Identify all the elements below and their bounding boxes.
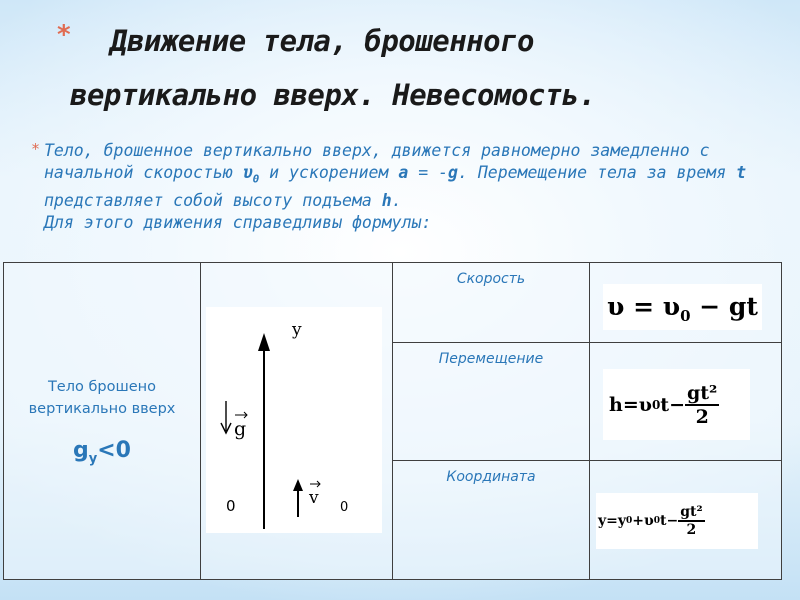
body-text-1: Тело, брошенное вертикально вверх, движется равномерно замедленно с начальной скоростью: [44, 141, 710, 182]
displacement-t: t: [660, 393, 670, 416]
coordinate-minus: −: [666, 513, 679, 529]
body-g: g: [448, 163, 458, 182]
body-u: υ: [242, 163, 253, 182]
velocity-arrow-icon: [293, 479, 303, 491]
velocity-minus: −: [690, 292, 729, 321]
description-cell: [4, 263, 201, 580]
velocity-v0-sub: 0: [680, 307, 691, 325]
motion-diagram: [206, 307, 382, 533]
row-label-velocity: Скорость: [456, 271, 526, 287]
motion-diagram-svg: [206, 307, 382, 533]
gy-base: g: [73, 437, 89, 463]
origin-label-right: 0: [340, 500, 349, 515]
gy-sub: y: [88, 451, 98, 467]
displacement-v0: υ: [638, 393, 652, 416]
coordinate-t: t: [660, 513, 667, 529]
displacement-fraction: [685, 382, 719, 428]
title-line-2: вертикально вверх. Невесомость.: [70, 78, 596, 112]
body-text-2: и ускорением: [259, 163, 399, 182]
coordinate-lhs: y: [598, 513, 607, 529]
gravity-label: g: [234, 418, 247, 440]
velocity-lhs: υ: [607, 292, 625, 321]
y-axis-arrow-icon: [258, 333, 270, 351]
coordinate-v0-sub: 0: [653, 516, 660, 526]
displacement-minus: −: [669, 393, 685, 416]
velocity-gt: gt: [728, 292, 758, 321]
title-bullet: *: [56, 20, 72, 50]
formula-displacement: [603, 369, 750, 440]
body-t: t: [736, 163, 747, 182]
body-text-3: = -: [408, 163, 449, 182]
row-label-coordinate: Координата: [446, 469, 536, 485]
body-paragraph: [31, 140, 764, 234]
body-a: a: [398, 163, 409, 182]
coordinate-eq: =: [606, 513, 618, 529]
displacement-denominator: 2: [695, 405, 709, 428]
displacement-lhs: h: [609, 393, 623, 416]
velocity-v0: υ: [662, 292, 681, 321]
velocity-eq: =: [624, 292, 663, 321]
displacement-v0-sub: 0: [651, 397, 661, 412]
formula-coordinate: [596, 493, 758, 549]
body-u-sub: 0: [252, 172, 260, 186]
slide-title: [56, 14, 790, 122]
row-label-displacement-cell: [393, 343, 590, 461]
gy-condition: [4, 438, 200, 466]
origin-label-left: 0: [226, 497, 236, 515]
coordinate-denominator: 2: [686, 522, 697, 538]
gy-relation: <0: [97, 437, 131, 463]
body-text-4: . Перемещение тела за время: [457, 163, 737, 182]
body-text-6: .: [391, 191, 402, 211]
velocity-label: v: [309, 488, 319, 508]
coordinate-plus: +: [632, 513, 645, 529]
displacement-numerator: gt²: [687, 381, 718, 404]
row-label-displacement: Перемещение: [438, 351, 544, 367]
body-text-5: представляет собой высоту подъема: [44, 191, 382, 211]
coordinate-v0: υ: [644, 513, 654, 529]
title-line-1: Движение тела, брошенного: [110, 24, 534, 58]
displacement-eq: =: [622, 393, 639, 416]
formula-velocity: [603, 284, 762, 330]
y-axis-label: y: [292, 320, 302, 340]
coordinate-fraction: [678, 504, 704, 538]
body-bullet: *: [31, 140, 41, 158]
coordinate-y0-sub: 0: [626, 516, 633, 526]
row-label-coordinate-cell: [393, 461, 590, 580]
row-label-velocity-cell: [393, 263, 590, 343]
coordinate-numerator: gt²: [680, 504, 703, 520]
body-formulas-line: Для этого движения справедливы формулы:: [44, 213, 432, 233]
coordinate-y0: y: [617, 513, 627, 529]
body-h: h: [381, 191, 392, 211]
description-text: Тело брошено вертикально вверх: [28, 378, 176, 417]
